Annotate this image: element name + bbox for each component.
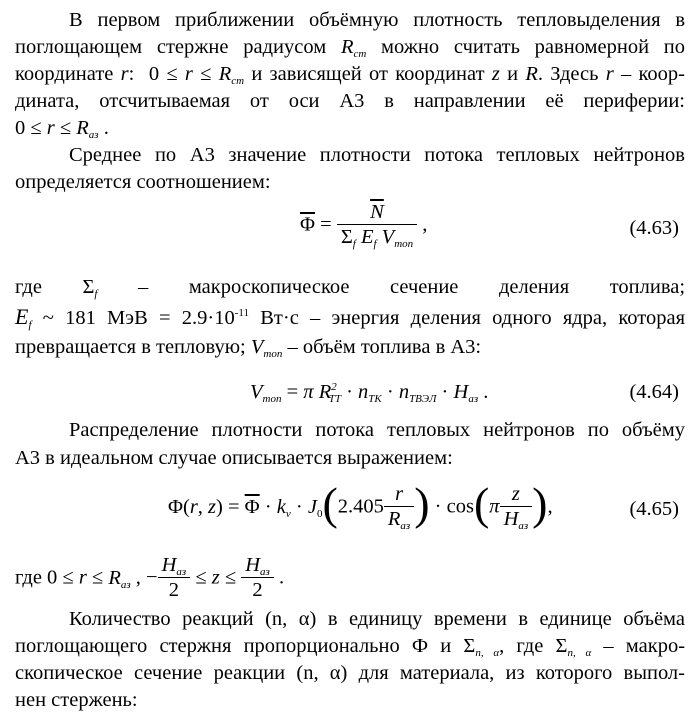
p6-line3	[15, 661, 685, 685]
p3-text1c: макроскопическое	[188, 276, 350, 298]
p1-line2	[15, 35, 685, 59]
p6-text2c: – макро-	[603, 635, 686, 657]
p2-text2: определяется соотношением:	[15, 171, 271, 193]
p1-text3d: . Здесь	[537, 63, 599, 85]
p3-text2c: Вт·с – энергия деления одного ядра, которая	[260, 307, 685, 329]
eq-number-4-64: (4.64)	[629, 381, 679, 403]
p1-text2b: можно считать равномерной по	[381, 36, 686, 58]
p1-text4a: дината, отсчитываемая от оси А3 в направлении её периферии:	[15, 90, 685, 112]
math-Rst: $R_{ст}$	[340, 36, 367, 60]
p6-line1	[15, 607, 685, 631]
eq465-const: 2.405	[337, 495, 384, 518]
p3-text1b: –	[138, 276, 149, 298]
p3-line1: где $\Sigma_f$ – макроскопическое сечение деления топлива;	[15, 276, 686, 300]
p1-line1	[15, 8, 685, 32]
eq465-cos: cos	[446, 495, 474, 518]
p1-text1: В первом приближении объёмную плотность тепловыделения в	[69, 9, 685, 31]
p2-line2	[15, 170, 685, 194]
p1-text3a: координате	[15, 63, 114, 85]
equation-4-63: $\overline{\Phi}$ = $\frac{\overline{N}}{\Sigma_f E_f V_{топ}}$ ,	[300, 201, 428, 250]
p1-text2a: поглощающем стержне радиусом	[15, 36, 327, 58]
p3-text1e: деления	[498, 276, 570, 298]
p2-line1	[15, 143, 685, 167]
p3-text2b: -11	[234, 307, 249, 319]
p5-line1: где $0 \le r \le R_{аз}$ , − $\frac{H_{аз}}{2}$ ≤ z ≤ $\frac{H_{аз}}{2}$ .	[15, 554, 285, 601]
p4-text2: А3 в идеальном случае описывается выражением:	[15, 447, 453, 469]
p6-text1: Количество реакций (n, α) в единицу времени в единице объёма	[69, 608, 685, 630]
p1-text3b: и зависящей от координат	[251, 63, 485, 85]
p4-line2	[15, 446, 685, 470]
p3-text3a: превращается в тепловую;	[15, 336, 246, 358]
p6-text2a: поглощающего стержня пропорционально Ф и	[15, 635, 452, 657]
p1-text3e: – коор-	[621, 63, 686, 85]
p6-text3: скопическое сечение реакции (n, α) для материала, из которого выпол-	[15, 662, 685, 684]
p6-line4	[15, 688, 685, 712]
p3-line2: $E_f$ ~ 181 МэВ = $2.9\cdot 10^{-11}$ Вт·с – энергия деления одного ядра, которая	[15, 304, 685, 331]
p6-text2b: , где	[499, 635, 544, 657]
p1-line5: $0 \le r \le R_{аз}$ .	[15, 117, 109, 141]
p1-line3: координате r: $0 \le r \le R_{ст}$ и зависящей от координат z и R. Здесь r – коор-	[15, 63, 686, 87]
p4-line1	[15, 418, 685, 442]
p4-text1: Распределение плотности потока тепловых нейтронов по объёму	[69, 419, 685, 441]
eq-number-4-65: (4.65)	[629, 498, 679, 520]
p6-text4: нен стержень:	[15, 689, 138, 711]
equation-4-65: Φ(r, $z) = \overline{\Phi} \cdot k_v \cdot J_0(2.405$ $\frac{r}{R_{аз}}$ ) · cos(π $\frac{z}{H_{аз}}$ ),	[168, 478, 553, 532]
p3-text1a: где	[15, 276, 42, 298]
eq-number-4-63: (4.63)	[629, 217, 679, 239]
p3-text2a: ~ 181 МэВ = 2.9·10	[42, 307, 235, 329]
p6-line2: поглощающего стержня пропорционально Ф и $\Sigma_{n, \alpha}$, где $\Sigma_{n, \alpha}$ – макро-	[15, 635, 686, 659]
equation-4-64: $V_{топ} = \pi$ $R^2_{ТТ} \cdot n_{ТК} \cdot n_{ТВЭЛ} \cdot H_{аз}$ .	[250, 381, 489, 405]
p3-text1d: сечение	[390, 276, 459, 298]
math-r: r	[120, 63, 129, 85]
p3-line3: превращается в тепловую; $V_{топ}$ – объём топлива в А3:	[15, 336, 482, 360]
p5-where: где	[15, 566, 42, 589]
p1-text3c: и	[507, 63, 519, 85]
p2-text1: Среднее по А3 значение плотности потока тепловых нейтронов	[69, 144, 685, 166]
p1-line4	[15, 89, 685, 113]
p3-text3b: – объём топлива в А3:	[287, 336, 482, 358]
p3-text1f: топлива;	[609, 276, 686, 298]
